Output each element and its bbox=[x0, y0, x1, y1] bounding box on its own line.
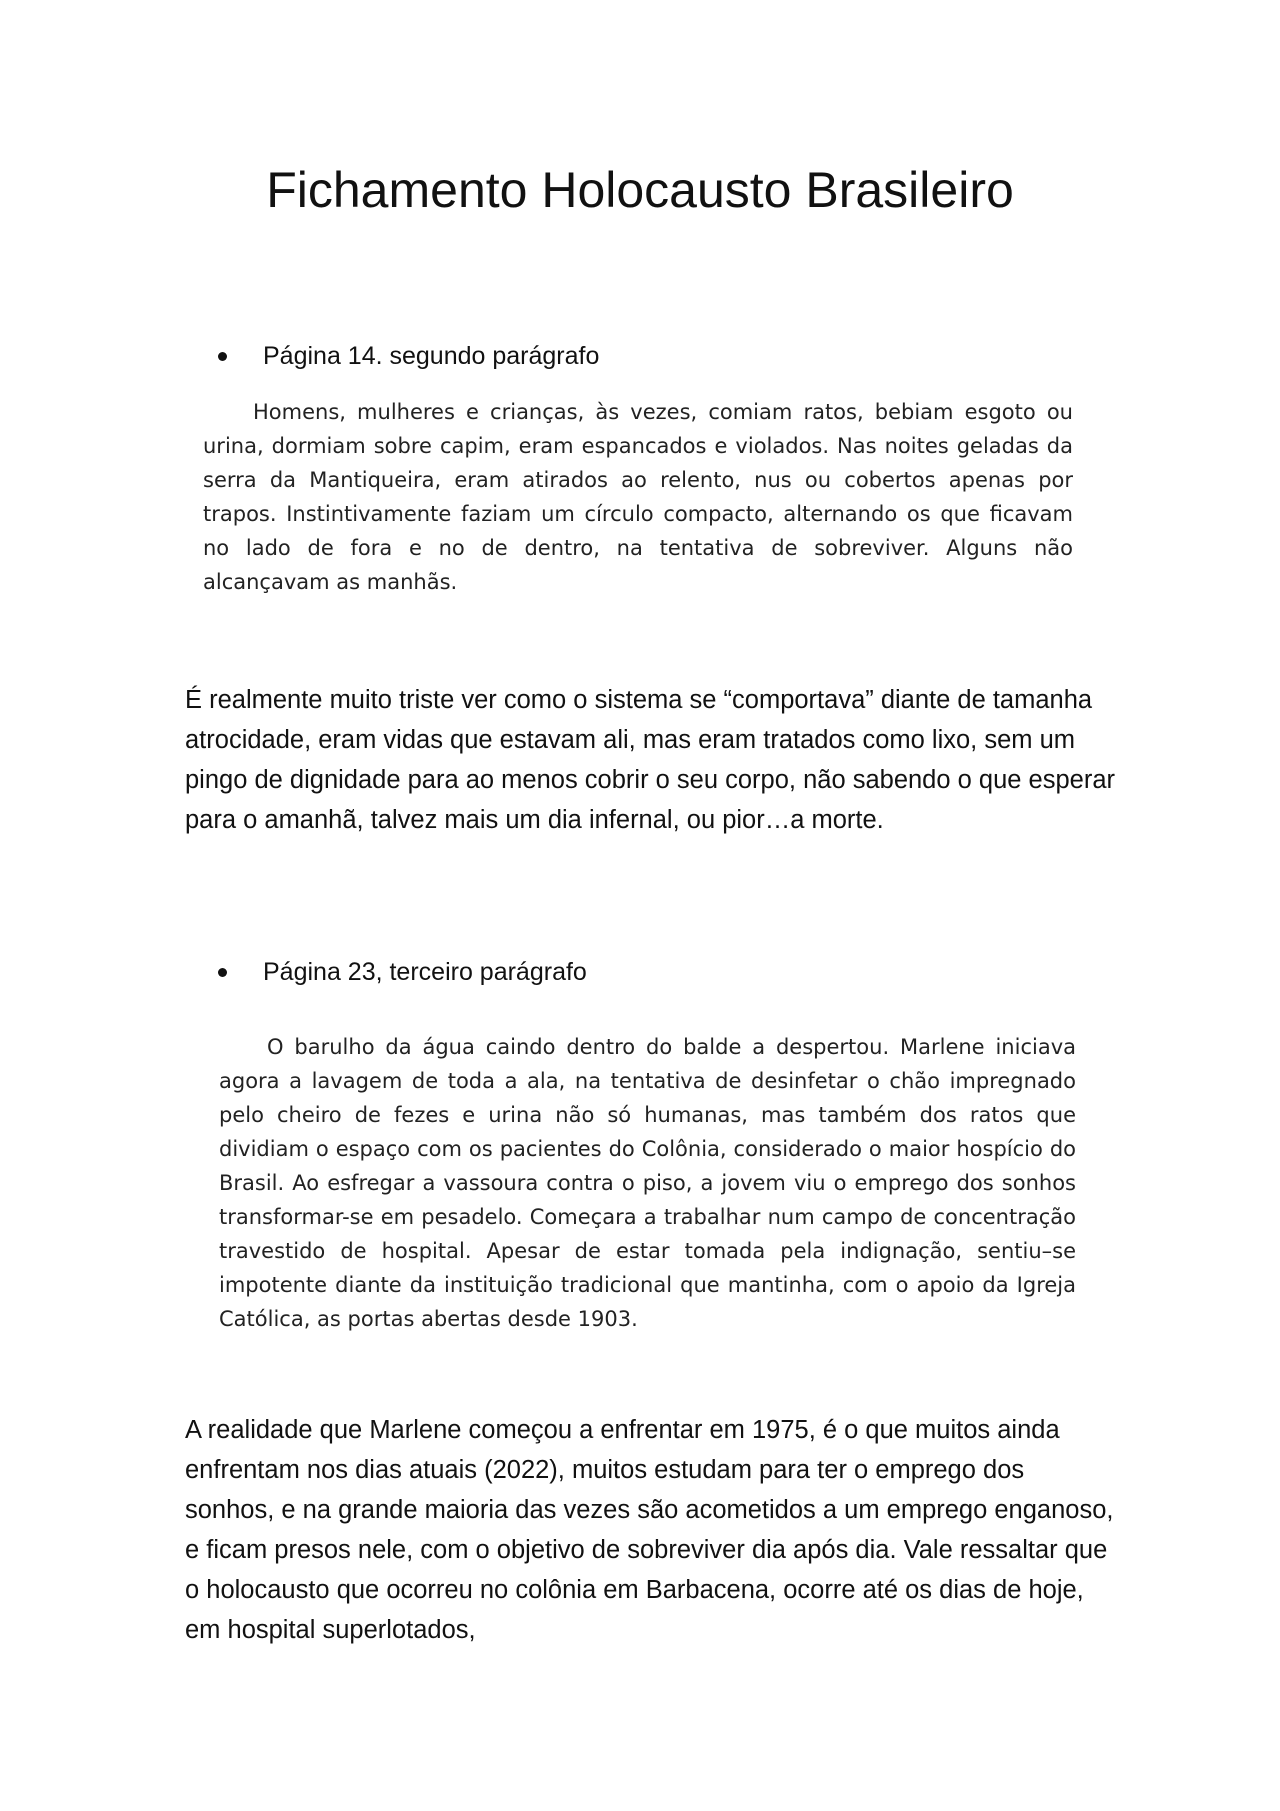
document-title: Fichamento Holocausto Brasileiro bbox=[266, 162, 1014, 218]
quoted-excerpt-page-23: O barulho da água caindo dentro do balde a despertou. Marlene iniciava agora a lavagem de toda a ala, na tentativa de desinfetar o chão impregnado pelo cheiro de fezes e urina não só humanas, mas também dos ratos que dividiam o espaço com os pacientes do Colônia, considerado o maior hospício do Brasil. Ao esfregar a vassoura contra o piso, a jovem viu o emprego dos sonhos transformar-se em pesadelo. Começara a trabalhar num campo de concentração travestido de hospital. Apesar de estar tomada pela indignação, sentiu–se impotente diante da instituição tradicional que mantinha, com o apoio da Igreja Católica, as portas abertas desde 1903. bbox=[219, 1035, 1076, 1331]
bullet-item-page-23 bbox=[218, 956, 587, 988]
commentary-paragraph-2: A realidade que Marlene começou a enfrentar em 1975, é o que muitos ainda enfrentam nos dias atuais (2022), muitos estudam para ter o emprego dos sonhos, e na grande maioria das vezes são acometidos a um emprego enganoso, e ficam presos nele, com o objetivo de sobreviver dia após dia. Vale ressaltar que o holocausto que ocorreu no colônia em Barbacena, ocorre até os dias de hoje, em hospital superlotados, bbox=[185, 1416, 1114, 1644]
bullet-label: Página 14. segundo parágrafo bbox=[263, 342, 600, 370]
bullet-label: Página 23, terceiro parágrafo bbox=[263, 958, 587, 986]
commentary-paragraph-1: É realmente muito triste ver como o sistema se “comportava” diante de tamanha atrocidade, eram vidas que estavam ali, mas eram tratados como lixo, sem um pingo de dignidade para ao menos cobrir o seu corpo, não sabendo o que esperar para o amanhã, talvez mais um dia infernal, ou pior…a morte. bbox=[185, 686, 1115, 834]
bullet-dot-icon bbox=[218, 968, 227, 977]
quoted-excerpt-page-14: Homens, mulheres e crianças, às vezes, comiam ratos, bebiam esgoto ou urina, dormiam sobre capim, eram espancados e violados. Nas noites geladas da serra da Mantiqueira, eram atirados ao relento, nus ou cobertos apenas por trapos. Instintivamente faziam um círculo compacto, alternando os que ficavam no lado de fora e no de dentro, na tentativa de sobreviver. Alguns não alcançavam as manhãs. bbox=[203, 400, 1073, 594]
bullet-dot-icon bbox=[218, 352, 227, 361]
bullet-item-page-14 bbox=[218, 340, 599, 372]
